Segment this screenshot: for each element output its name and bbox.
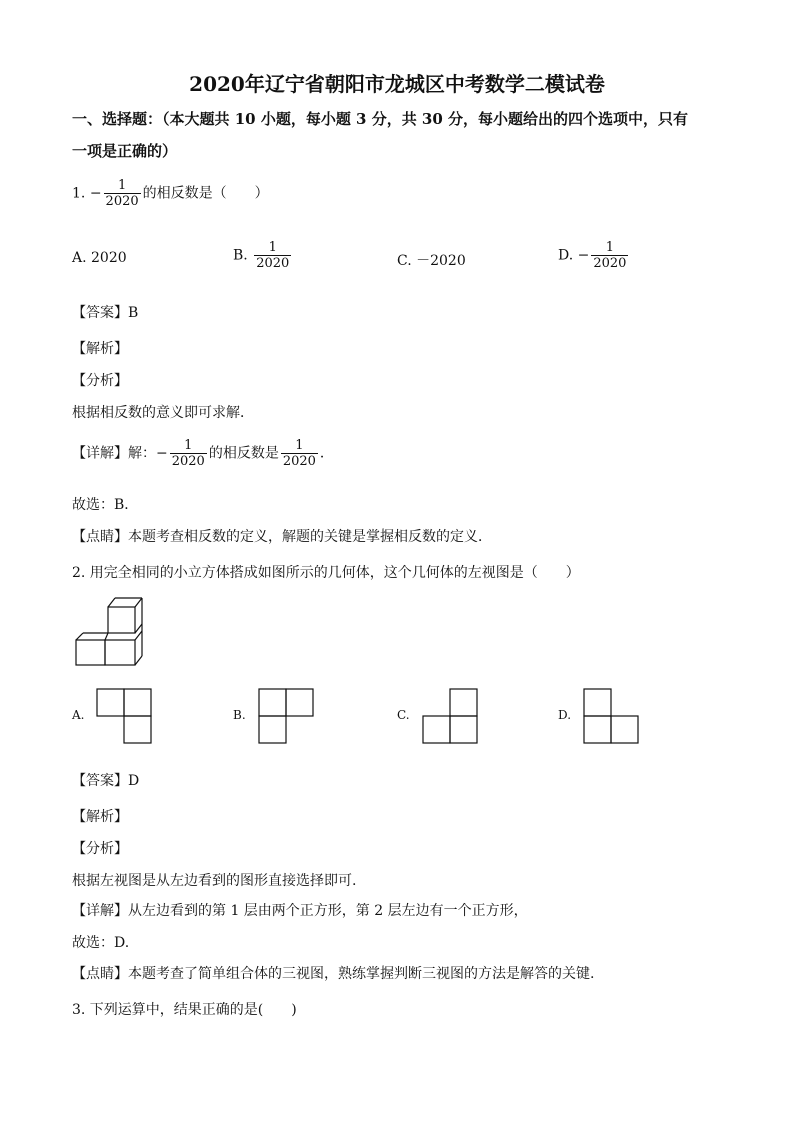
fraction: $\frac{1}{2020}$ (282, 438, 316, 469)
fraction: $\frac{1}{2020}$ (105, 178, 139, 209)
q2-option-c-label: C. (397, 708, 410, 722)
fenxi-label-2: 【分析】 (72, 841, 128, 857)
section-heading-line2: 一项是正确的） (72, 142, 178, 160)
detail-2: 【详解】从左边看到的第 1 层由两个正方形，第 2 层左边有一个正方形， (72, 903, 528, 919)
page-title: 2020年辽宁省朝阳市龙城区中考数学二模试卷 (189, 72, 605, 96)
answer-1: 【答案】B (72, 305, 139, 321)
option-a: A. 2020 (72, 250, 127, 266)
option-d: D. − $\frac{1}{2020}$ (558, 240, 627, 271)
analysis-label-1: 【解析】 (72, 341, 128, 357)
fenxi-text-1: 根据相反数的意义即可求解． (72, 405, 254, 421)
q2-option-b-label: B. (233, 708, 246, 722)
analysis-label-2: 【解析】 (72, 809, 128, 825)
q2-option-d-view (581, 687, 641, 745)
answer-2: 【答案】D (72, 773, 140, 789)
detail-1: 【详解】解：− $\frac{1}{2020}$ 的相反数是 $\frac{1}{2020}$ ． (72, 438, 334, 469)
choice-1: 故选：B． (72, 497, 139, 513)
q2-option-b-view (256, 687, 316, 745)
q2-option-a-label: A. (72, 708, 85, 722)
question-1-tail: 的相反数是（ ） (142, 185, 269, 202)
section-heading-line1: 一、选择题：（本大题共 10 小题，每小题 3 分，共 30 分，每小题给出的四个选项中，只有 (72, 110, 689, 128)
q2-option-d-label: D. (558, 708, 572, 722)
q2-option-c-view (420, 687, 480, 745)
fenxi-text-2: 根据左视图是从左边看到的图形直接选择即可. (72, 873, 357, 889)
choice-2: 故选：D. (72, 935, 130, 951)
comment-2: 【点睛】本题考查了简单组合体的三视图，熟练掌握判断三视图的方法是解答的关键. (72, 966, 595, 982)
minus-sign: − (89, 185, 102, 202)
q2-option-a-view (94, 687, 154, 745)
option-c: C. －2020 (397, 253, 466, 269)
cube-solid-figure (72, 594, 152, 668)
fraction: $\frac{1}{2020}$ (171, 438, 205, 469)
comment-1: 【点睛】本题考查相反数的定义，解题的关键是掌握相反数的定义． (72, 529, 492, 545)
option-b: B. $\frac{1}{2020}$ (233, 240, 290, 271)
cube-face (108, 607, 135, 633)
fraction: $\frac{1}{2020}$ (256, 240, 290, 271)
question-2-stem: 2. 用完全相同的小立方体搭成如图所示的几何体，这个几何体的左视图是（ ） (72, 565, 580, 581)
fraction: $\frac{1}{2020}$ (593, 240, 627, 271)
fenxi-label-1: 【分析】 (72, 373, 128, 389)
question-3-stem: 3. 下列运算中，结果正确的是( ) (72, 1002, 297, 1018)
question-1-stem (72, 178, 269, 209)
question-number: 1. (72, 185, 86, 202)
